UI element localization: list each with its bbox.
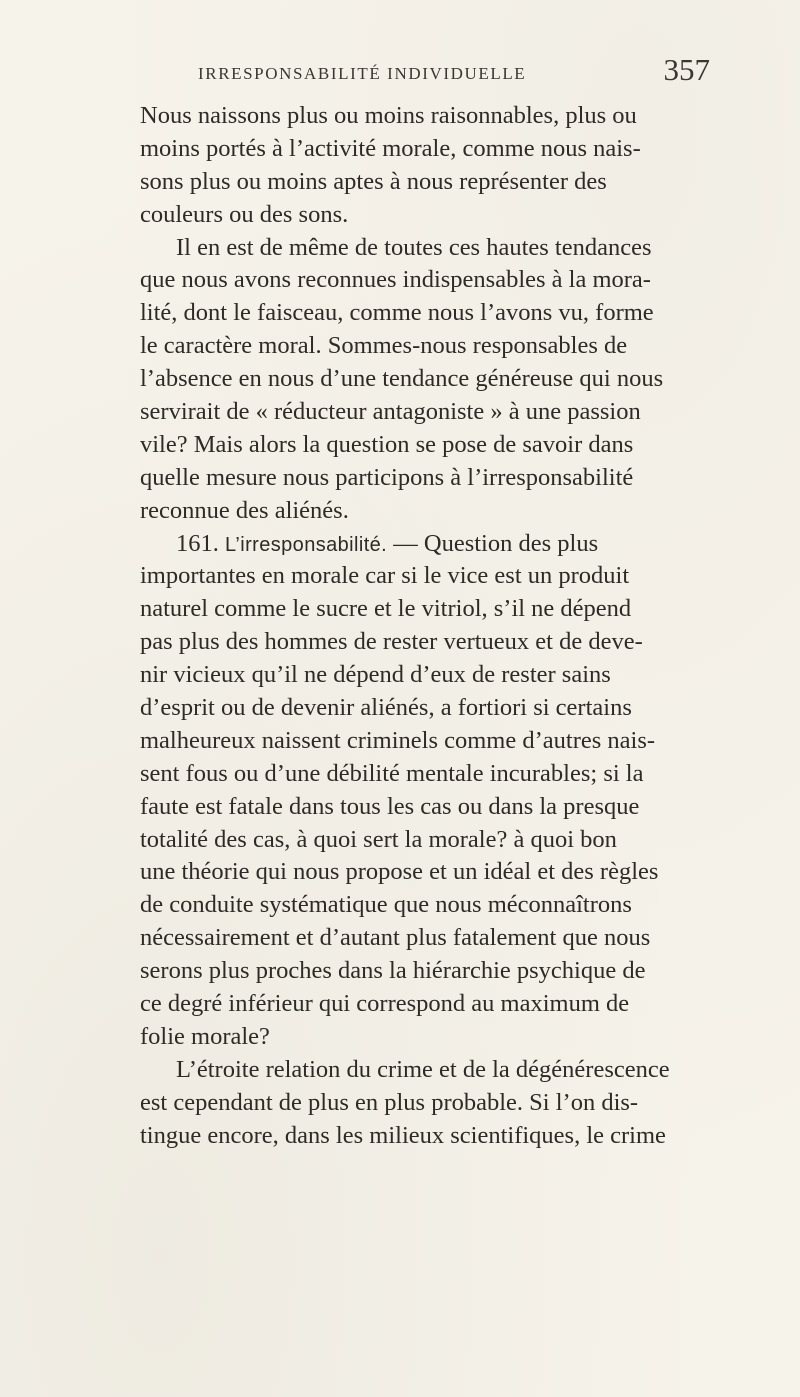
page-header xyxy=(150,52,710,92)
text-line: L’étroite relation du crime et de la dégénérescence xyxy=(176,1055,670,1083)
text-line: que nous avons reconnues indispensables à la mora- xyxy=(140,266,651,294)
text-line: moins portés à l’activité morale, comme nous nais- xyxy=(140,134,641,162)
text-line: Nous naissons plus ou moins raisonnables, plus ou xyxy=(140,102,637,129)
text-line: Il en est de même de toutes ces hautes tendances xyxy=(176,233,652,261)
text-line: est cependant de plus en plus probable. Si l’on dis- xyxy=(140,1088,639,1116)
section-first-line: — Question des plus xyxy=(393,529,599,557)
text-line: serons plus proches dans la hiérarchie psychique de xyxy=(140,957,646,985)
text-line: ce degré inférieur qui correspond au maximum de xyxy=(140,990,630,1018)
text-line: naturel comme le sucre et le vitriol, s’il ne dépend xyxy=(140,595,632,623)
text-line: importantes en morale car si le vice est un produit xyxy=(140,562,630,590)
running-head: IRRESPONSABILITÉ INDIVIDUELLE xyxy=(198,64,527,83)
text-line: faute est fatale dans tous les cas ou dans la presque xyxy=(140,792,640,820)
text-line: sons plus ou moins aptes à nous représenter des xyxy=(140,167,607,195)
text-line: tingue encore, dans les milieux scientifiques, le crime xyxy=(140,1121,666,1149)
text-line: servirait de « réducteur antagoniste » à une passion xyxy=(140,398,641,426)
text-line: reconnue des aliénés. xyxy=(140,496,349,524)
text-line: une théorie qui nous propose et un idéal et des règles xyxy=(140,858,659,886)
text-line: malheureux naissent criminels comme d’autres nais- xyxy=(140,726,656,754)
text-line: le caractère moral. Sommes-nous responsables de xyxy=(140,332,628,360)
text-line: vile? Mais alors la question se pose de savoir dans xyxy=(140,430,634,458)
text-line: totalité des cas, à quoi sert la morale? à quoi bon xyxy=(140,825,617,853)
section-number: 161. xyxy=(176,529,219,557)
text-line: nir vicieux qu’il ne dépend d’eux de rester sains xyxy=(140,661,611,689)
section-heading-line xyxy=(140,528,780,561)
text-line: sent fous ou d’une débilité mentale incurables; si la xyxy=(140,759,644,787)
section-title: L’irresponsabilité. xyxy=(225,533,388,556)
body-text xyxy=(140,100,780,1153)
text-line: couleurs ou des sons. xyxy=(140,200,349,228)
text-line: d’esprit ou de devenir aliénés, a fortiori si certains xyxy=(140,694,632,722)
page-number: 357 xyxy=(663,52,710,87)
text-line: quelle mesure nous participons à l’irresponsabilité xyxy=(140,463,634,491)
text-line: de conduite systématique que nous méconnaîtrons xyxy=(140,891,632,919)
text-line: pas plus des hommes de rester vertueux et de deve- xyxy=(140,628,643,656)
text-line: l’absence en nous d’une tendance généreuse qui nous xyxy=(140,365,664,393)
text-line: nécessairement et d’autant plus fatalement que nous xyxy=(140,924,651,952)
text-line: folie morale? xyxy=(140,1022,270,1050)
text-line: lité, dont le faisceau, comme nous l’avons vu, forme xyxy=(140,299,654,327)
